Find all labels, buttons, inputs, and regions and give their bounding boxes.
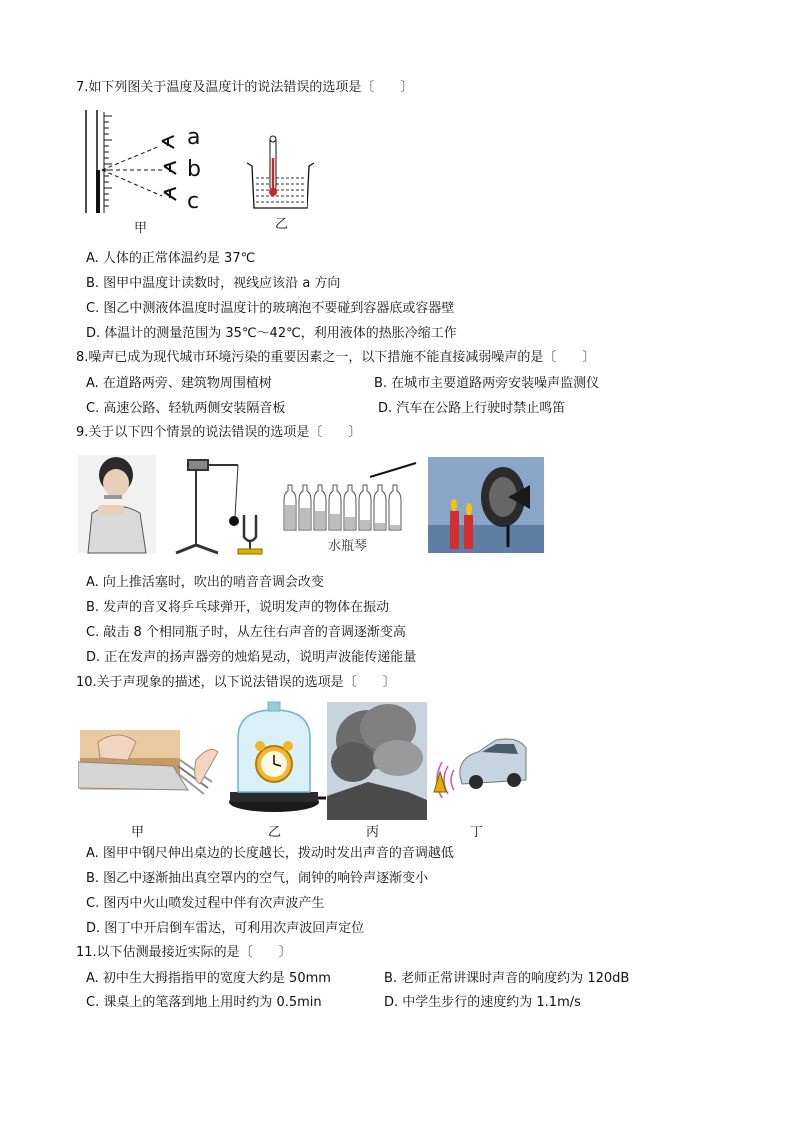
q11-option-b: B. 老师正常讲课时声音的响度约为 120dB <box>384 971 630 986</box>
q7-option-d: D. 体温计的测量范围为 35℃～42℃，利用液体的热胀冷缩工作 <box>86 326 457 341</box>
q7-label-yi: 乙 <box>275 217 289 232</box>
q10-option-b: B. 图乙中逐渐抽出真空罩内的空气，闹钟的响铃声逐渐变小 <box>86 871 429 886</box>
q7-label-a: a <box>187 125 201 150</box>
water-bottle-caption: 水瓶琴 <box>328 539 368 554</box>
q9-figure-four-scenes <box>78 455 548 557</box>
q11-option-d: D. 中学生步行的速度约为 1.1m/s <box>384 995 581 1010</box>
q7-option-b: B. 图甲中温度计读数时，视线应该沿 a 方向 <box>86 276 341 291</box>
q10-option-d: D. 图丁中开启倒车雷达，可利用次声波回声定位 <box>86 921 365 936</box>
q8-stem: 8.噪声已成为现代城市环境污染的重要因素之一，以下措施不能直接减弱噪声的是〔 〕 <box>76 350 596 365</box>
q11-option-a: A. 初中生大拇指指甲的宽度大约是 50mm <box>86 971 331 986</box>
ruler-desk-image <box>78 730 218 840</box>
q7-label-b: b <box>187 157 201 182</box>
q9-stem: 9.关于以下四个情景的说法错误的选项是〔 〕 <box>76 425 362 440</box>
volcano-image <box>327 702 427 840</box>
car-radar-image <box>434 739 526 840</box>
q9-option-d: D. 正在发声的扬声器旁的烛焰晃动，说明声波能传递能量 <box>86 650 417 665</box>
speaker-candles-image <box>428 457 544 553</box>
q9-option-a: A. 向上推活塞时，吹出的哨音音调会改变 <box>86 575 324 590</box>
q11-stem: 11.以下估测最接近实际的是〔 〕 <box>76 945 292 960</box>
q10-figure-svg <box>78 700 538 840</box>
q7-figure-thermometer-reading <box>82 108 332 238</box>
q10-figure-four-scenes <box>78 700 538 840</box>
q11-option-c: C. 课桌上的笔落到地上用时约为 0.5min <box>86 995 322 1010</box>
tuning-fork-image <box>176 460 262 554</box>
q10-stem: 10.关于声现象的描述，以下说法错误的选项是〔 〕 <box>76 675 396 690</box>
q7-label-c: c <box>187 189 200 214</box>
q7-option-c: C. 图乙中测液体温度时温度计的玻璃泡不要碰到容器底或容器壁 <box>86 301 455 316</box>
q10-option-a: A. 图甲中钢尺伸出桌边的长度越长，拨动时发出声音的音调越低 <box>86 846 454 861</box>
q7-label-jia: 甲 <box>134 221 148 236</box>
q7-option-a: A. 人体的正常体温约是 37℃ <box>86 251 256 266</box>
q10-label-jia: 甲 <box>131 825 145 840</box>
bell-jar-clock-image <box>229 702 326 840</box>
q8-option-c: C. 高速公路、轻轨两侧安装隔音板 <box>86 401 286 416</box>
q10-option-c: C. 图丙中火山喷发过程中伴有次声波产生 <box>86 896 325 911</box>
water-bottles-image <box>284 463 416 554</box>
q9-option-c: C. 敲击 8 个相同瓶子时，从左往右声音的音调逐渐变高 <box>86 625 406 640</box>
girl-whistle-image <box>78 455 156 553</box>
q9-figure-svg <box>78 455 548 557</box>
q8-option-a: A. 在道路两旁、建筑物周围植树 <box>86 376 272 391</box>
q10-label-bing: 丙 <box>366 825 380 840</box>
q10-label-ding: 丁 <box>470 825 484 840</box>
q8-option-d: D. 汽车在公路上行驶时禁止鸣笛 <box>378 401 566 416</box>
q7-stem: 7.如下列图关于温度及温度计的说法错误的选项是〔 〕 <box>76 80 414 95</box>
q10-label-yi: 乙 <box>268 825 282 840</box>
q9-option-b: B. 发声的音叉将乒乓球弹开，说明发声的物体在振动 <box>86 600 390 615</box>
q8-option-b: B. 在城市主要道路两旁安装噪声监测仪 <box>374 376 600 391</box>
q7-figure-svg <box>82 108 332 238</box>
